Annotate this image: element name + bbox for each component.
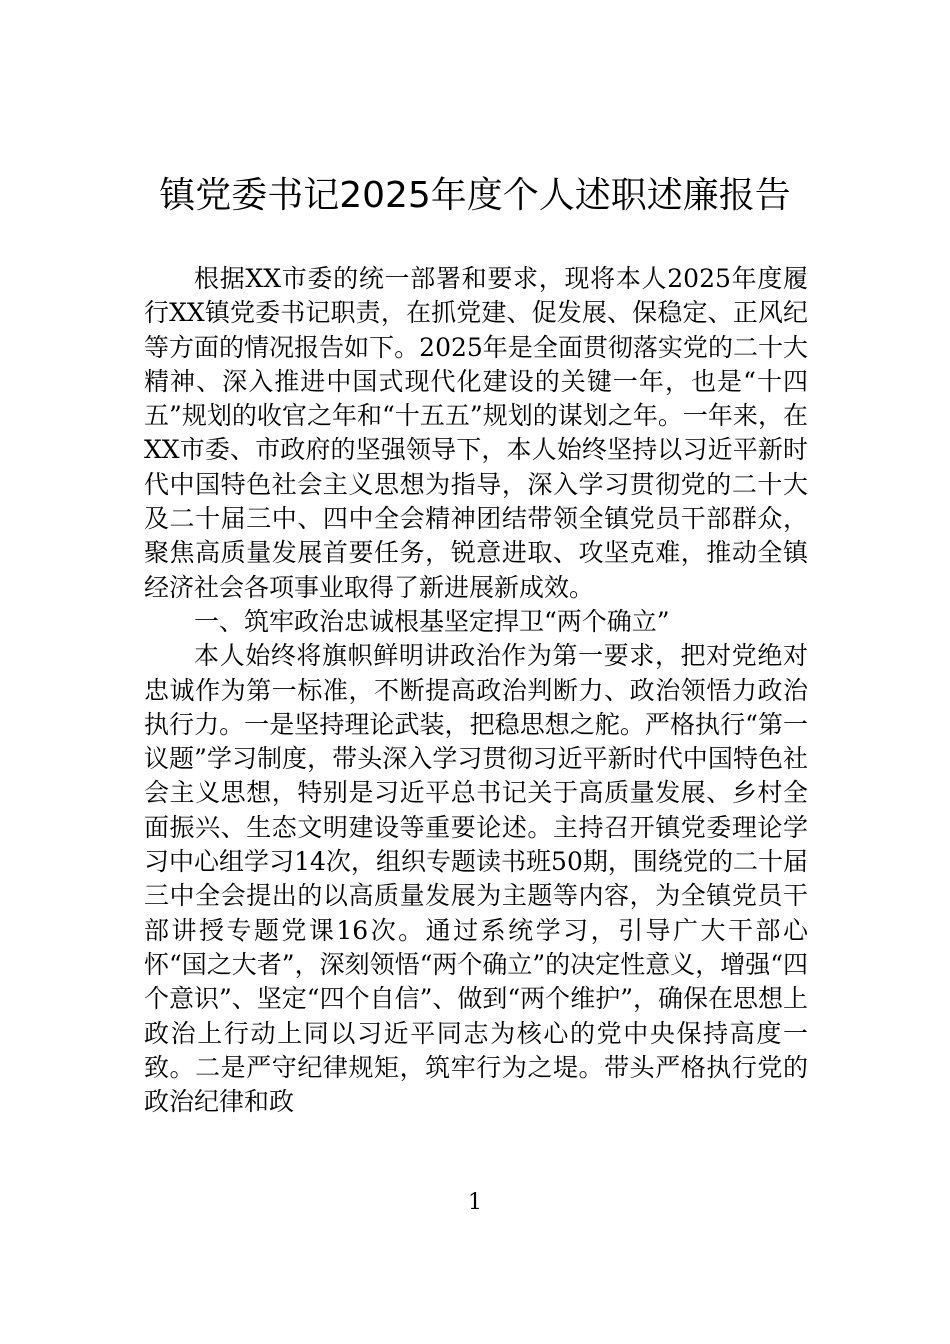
intro-paragraph: 根据XX市委的统一部署和要求，现将本人2025年度履行XX镇党委书记职责，在抓党建、促发展、保稳定、正风纪等方面的情况报告如下。2025年是全面贯彻落实党的二十大精神、深入推进中国式现代化建设的关键一年，也是“十四五”规划的收官之年和“十五五”规划的谋划之年。一年来，在XX市委、市政府的坚强领导下，本人始终坚持以习近平新时代中国特色社会主义思想为指导，深入学习贯彻党的二十大及二十届三中、四中全会精神团结带领全镇党员干部群众，聚焦高质量发展首要任务，锐意进取、攻坚克难，推动全镇经济社会各项事业取得了新进展新成效。 xyxy=(144,264,808,602)
page-number: 1 xyxy=(468,1190,482,1215)
section-heading: 一、筑牢政治忠诚根基坚定捍卫“两个确立” xyxy=(194,606,670,636)
document-body xyxy=(144,262,808,1119)
document-title: 镇党委书记2025年度个人述职述廉报告 xyxy=(159,175,791,216)
section-paragraph: 本人始终将旗帜鲜明讲政治作为第一要求，把对党绝对忠诚作为第一标准，不断提高政治判断力、政治领悟力政治执行力。一是坚持理论武装，把稳思想之舵。严格执行“第一议题”学习制度，带头深入学习贯彻习近平新时代中国特色社会主义思想，特别是习近平总书记关于高质量发展、乡村全面振兴、生态文明建设等重要论述。主持召开镇党委理论学习中心组学习14次，组织专题读书班50期，围绕党的二十届三中全会提出的以高质量发展为主题等内容，为全镇党员干部讲授专题党课16次。通过系统学习，引导广大干部心怀“国之大者”，深刻领悟“两个确立”的决定性意义，增强“四个意识”、坚定“四个自信”、做到“两个维护”，确保在思想上政治上行动上同以习近平同志为核心的党中央保持高度一致。二是严守纪律规矩，筑牢行为之堤。带头严格执行党的政治纪律和政 xyxy=(144,641,808,1117)
